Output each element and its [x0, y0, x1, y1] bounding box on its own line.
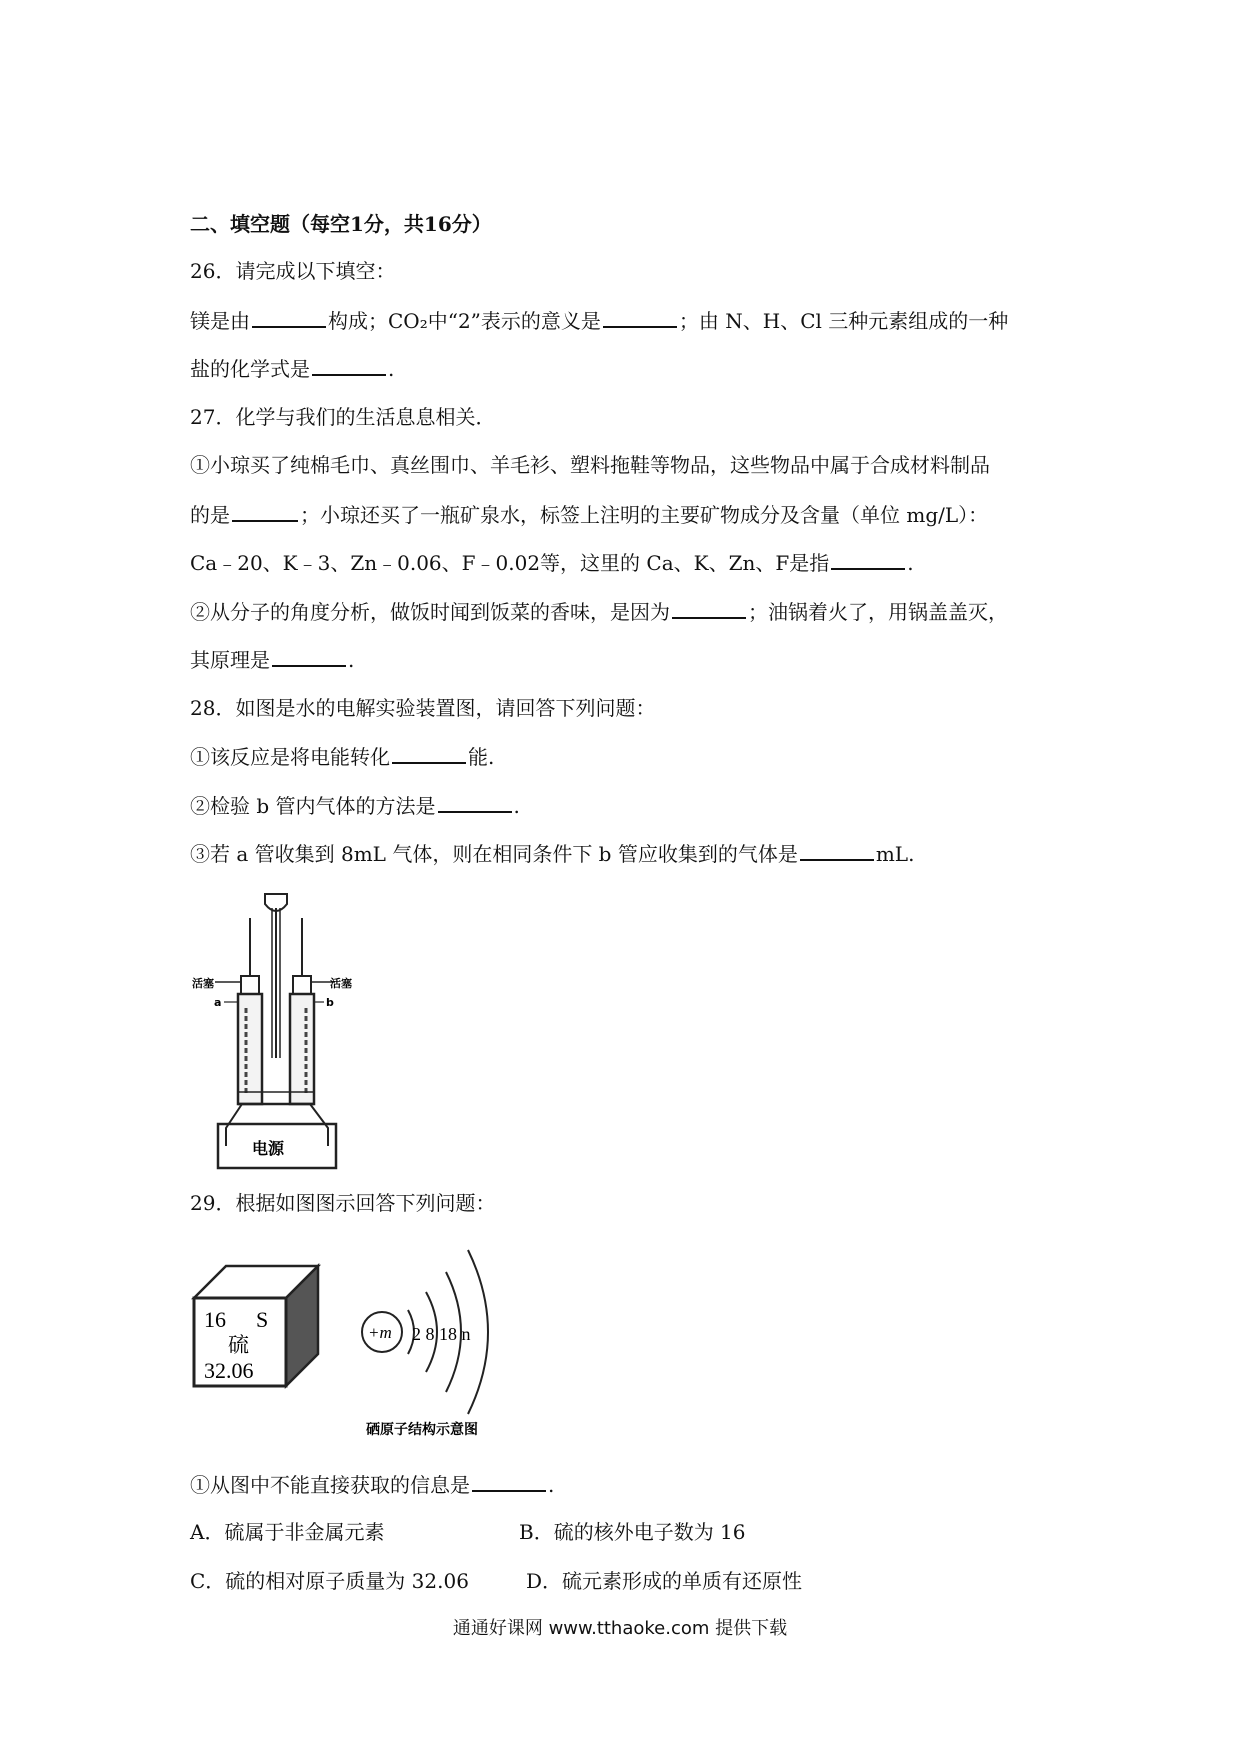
- q29-option-d[interactable]: D．硫元素形成的单质有还原性: [526, 1569, 803, 1593]
- answer-blank[interactable]: [438, 791, 512, 813]
- q28-title: 28．如图是水的电解实验装置图，请回答下列问题：: [190, 696, 656, 720]
- atomic-mass: 32.06: [204, 1358, 254, 1383]
- q29-line-1: ①从图中不能直接获取的信息是 .: [190, 1470, 554, 1499]
- element-symbol: S: [256, 1307, 269, 1332]
- q29-title: 29．根据如图图示回答下列问题：: [190, 1191, 496, 1215]
- answer-blank[interactable]: [603, 306, 677, 328]
- nucleus-charge: +m: [368, 1323, 392, 1342]
- q28-line-3: ③若 a 管收集到 8mL 气体，则在相同条件下 b 管应收集到的气体是 mL.: [190, 839, 914, 868]
- atom-structure-figure: [360, 1242, 540, 1442]
- q27-line-3: Ca﹣20、K﹣3、Zn﹣0.06、F﹣0.02等，这里的 Ca、K、Zn、F是指 .: [190, 548, 914, 577]
- answer-blank[interactable]: [312, 354, 386, 376]
- q26-line-2: 盐的化学式是 .: [190, 354, 394, 383]
- q26-title: 26．请完成以下填空：: [190, 259, 396, 283]
- atomic-number: 16: [204, 1307, 226, 1332]
- q27-line-2: 的是 ；小琼还买了一瓶矿泉水，标签上注明的主要矿物成分及含量（单位 mg/L）：: [190, 500, 988, 529]
- answer-blank[interactable]: [472, 1470, 546, 1492]
- answer-blank[interactable]: [392, 742, 466, 764]
- q28-line-1: ①该反应是将电能转化 能.: [190, 742, 494, 771]
- q29-option-b[interactable]: B．硫的核外电子数为 16: [519, 1520, 746, 1544]
- tube-label-b: b: [326, 996, 334, 1009]
- valve-label-left: 活塞: [192, 977, 214, 990]
- q27-line-4: ②从分子的角度分析，做饭时闻到饭菜的香味，是因为 ；油锅着火了，用锅盖盖灭，: [190, 597, 1008, 626]
- answer-blank[interactable]: [800, 839, 874, 861]
- q29-option-a[interactable]: A．硫属于非金属元素: [190, 1520, 385, 1544]
- tube-label-a: a: [214, 996, 222, 1009]
- page-footer: 通通好课网 www.tthaoke.com 提供下载: [452, 1618, 788, 1639]
- answer-blank[interactable]: [672, 597, 746, 619]
- figure-caption: 硒原子结构示意图: [366, 1422, 478, 1438]
- answer-blank[interactable]: [831, 548, 905, 570]
- electrolysis-apparatus-figure: [190, 888, 360, 1173]
- q27-line-1: ①小琼买了纯棉毛巾、真丝围巾、羊毛衫、塑料拖鞋等物品，这些物品中属于合成材料制品: [190, 453, 990, 477]
- power-source-label: 电源: [252, 1139, 285, 1158]
- electron-shells: 2 8 18 n: [412, 1324, 471, 1344]
- element-name: 硫: [228, 1333, 249, 1357]
- valve-label-right: 活塞: [330, 977, 352, 990]
- q27-line-5: 其原理是 .: [190, 645, 354, 674]
- answer-blank[interactable]: [272, 645, 346, 667]
- section-title: 二、填空题（每空1分，共16分）: [190, 212, 492, 236]
- q27-title: 27．化学与我们的生活息息相关．: [190, 405, 496, 429]
- q29-option-c[interactable]: C．硫的相对原子质量为 32.06: [190, 1569, 469, 1593]
- answer-blank[interactable]: [252, 306, 326, 328]
- answer-blank[interactable]: [232, 500, 298, 522]
- q28-line-2: ②检验 b 管内气体的方法是 .: [190, 791, 520, 820]
- sulfur-element-cube-figure: [190, 1262, 330, 1392]
- q26-line-1: 镁是由 构成；CO₂中“2”表示的意义是 ；由 N、H、Cl 三种元素组成的一种: [190, 306, 1008, 335]
